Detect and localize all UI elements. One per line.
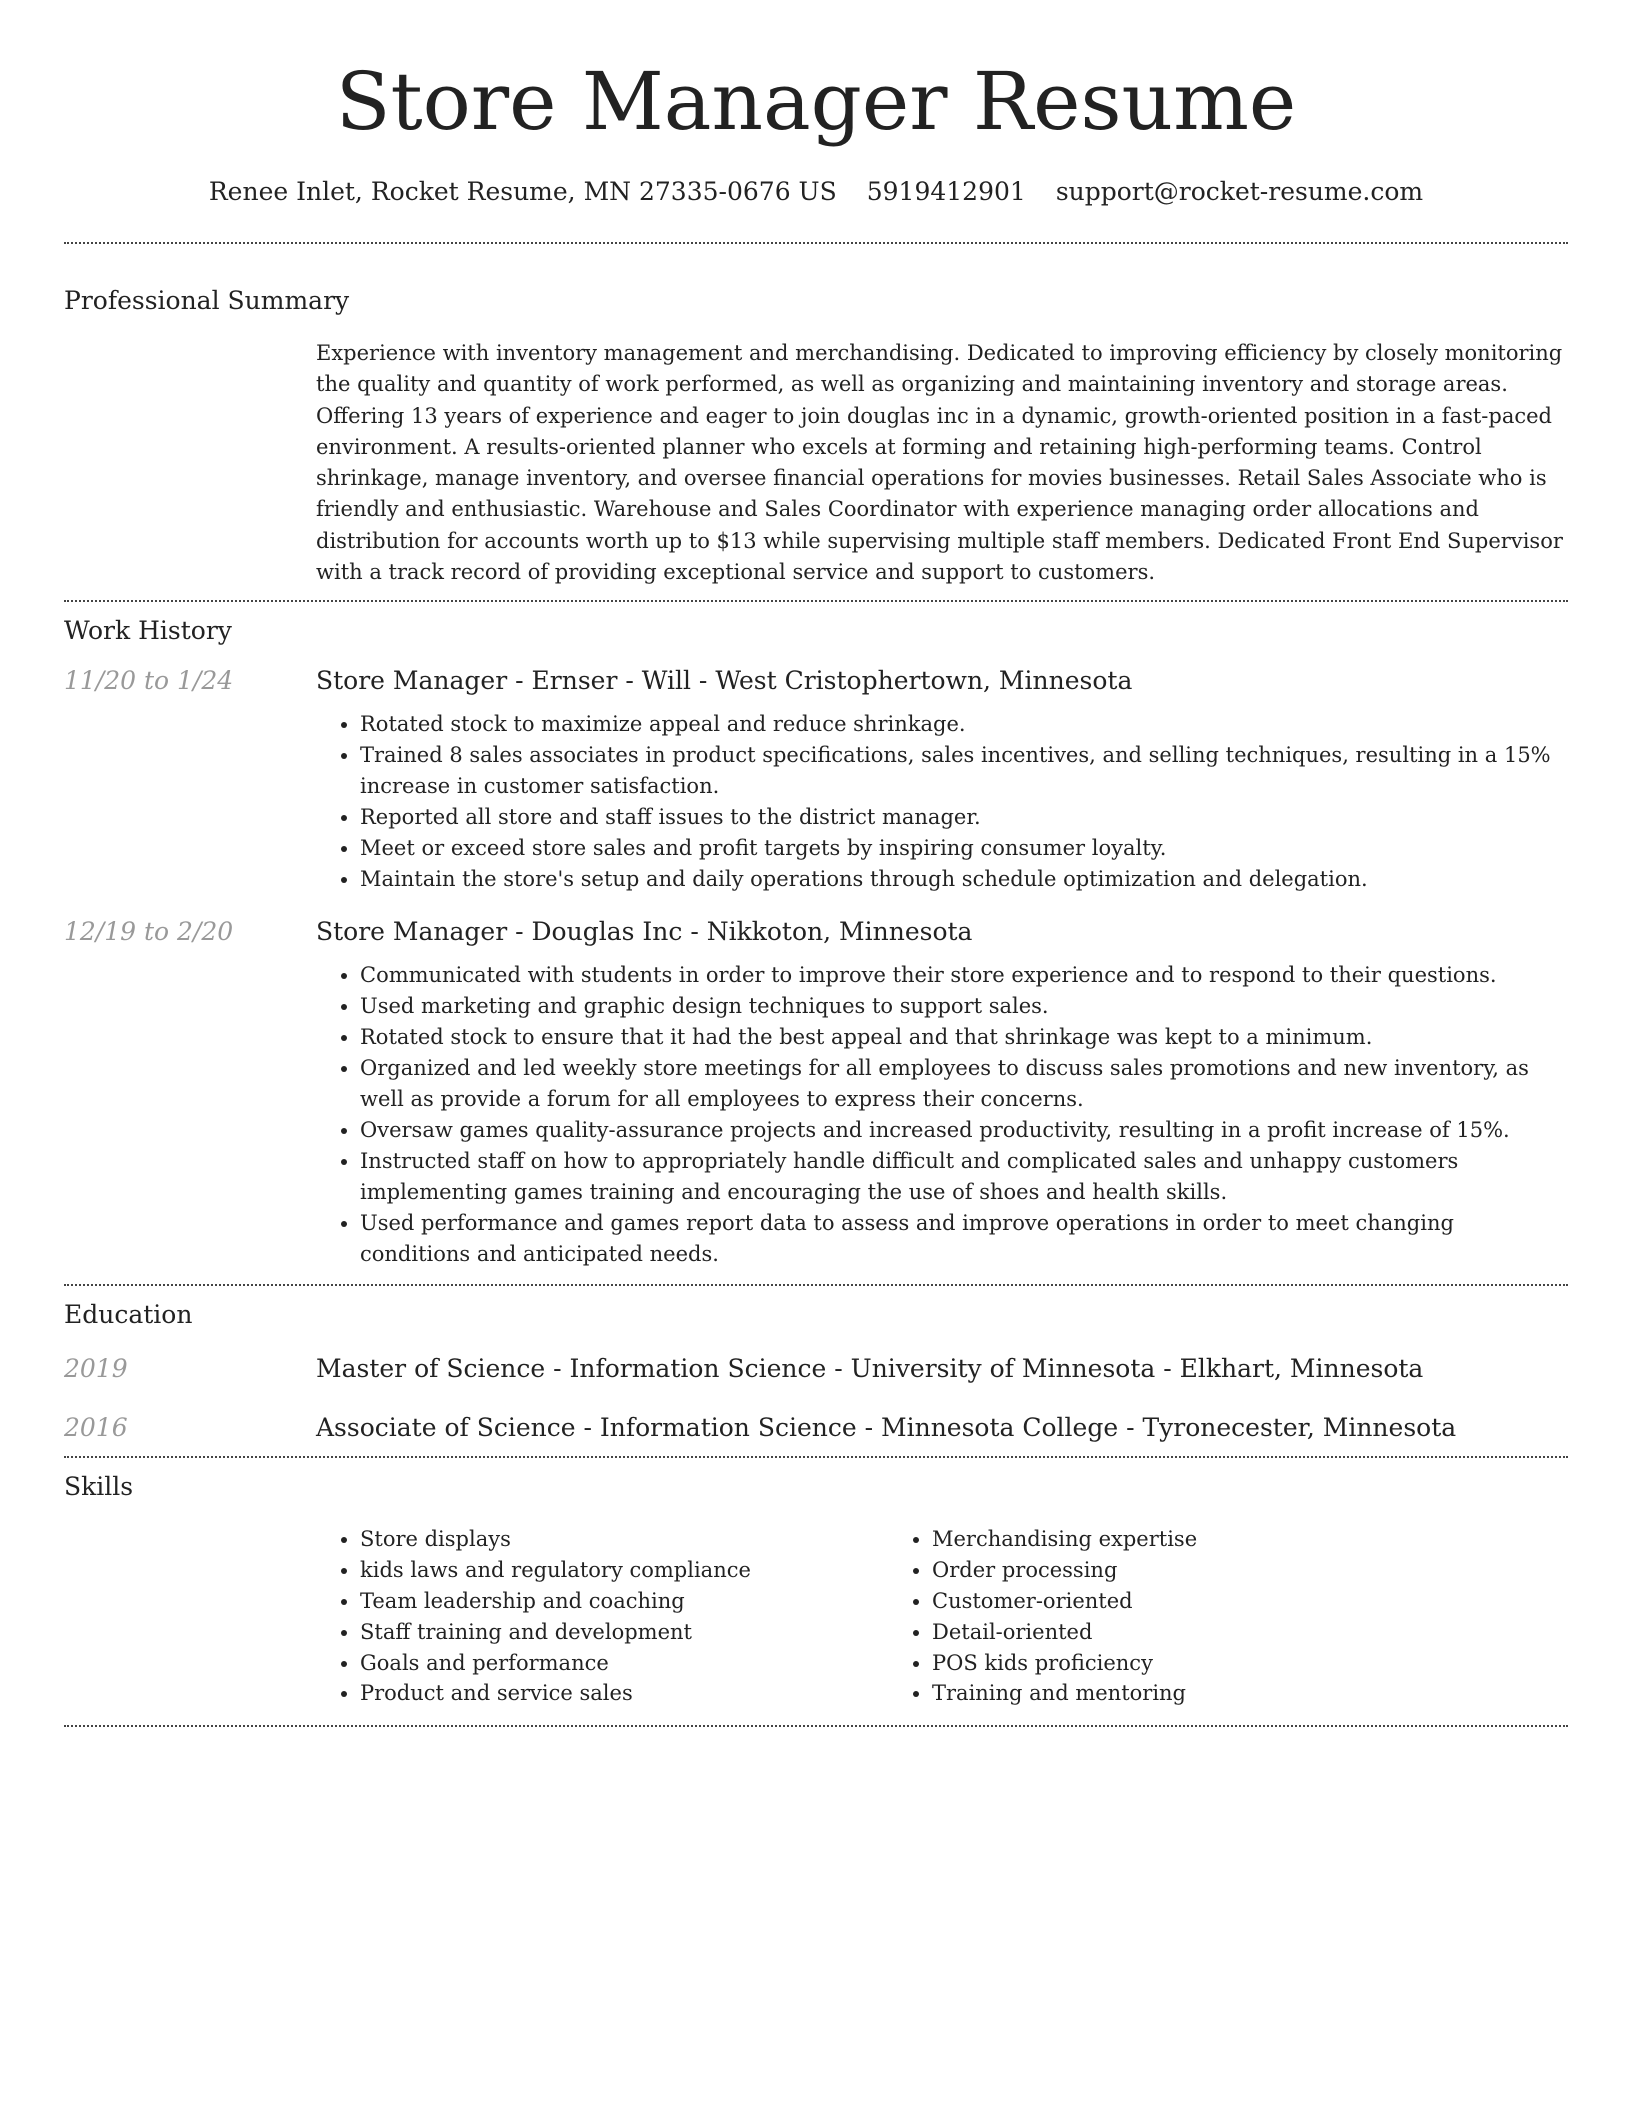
list-item: • Communicated with students in order to improve their store experience and to respond to their questions. bbox=[360, 960, 1568, 991]
list-item: • kids laws and regulatory compliance bbox=[360, 1555, 888, 1586]
contact-address: Renee Inlet, Rocket Resume, MN 27335-0676 US bbox=[208, 177, 837, 206]
list-item: • Team leadership and coaching bbox=[360, 1586, 888, 1617]
job-entry bbox=[64, 666, 1568, 695]
list-item: • Rotated stock to ensure that it had the best appeal and that shrinkage was kept to a minimum. bbox=[360, 1022, 1568, 1053]
list-item: • Trained 8 sales associates in product specifications, sales incentives, and selling techniques, resulting in a 15% increase in customer satisfaction. bbox=[360, 740, 1568, 802]
skills-list-left bbox=[316, 1524, 888, 1709]
skills-heading: Skills bbox=[64, 1472, 134, 1502]
education-degree: Associate of Science - Information Science - Minnesota College - Tyronecester, Minnesota bbox=[316, 1413, 1457, 1443]
education-entry bbox=[64, 1413, 1568, 1442]
skills-divider bbox=[64, 1725, 1568, 1727]
list-item: • Training and mentoring bbox=[932, 1678, 1388, 1709]
list-item: • Used marketing and graphic design techniques to support sales. bbox=[360, 991, 1568, 1022]
list-item: • Store displays bbox=[360, 1524, 888, 1555]
summary-text: Experience with inventory management and merchandising. Dedicated to improving efficiency by closely monitoring the quality and quantity of work performed, as well as organizing and maintaining inventory and storage areas. Offering 13 years of experience and eager to join douglas inc in a dynamic, growth-oriented position in a fast-paced environment. A results-oriented planner who excels at forming and retaining high-performing teams. Control shrinkage, manage inventory, and oversee financial operations for movies businesses. Retail Sales Associate who is friendly and enthusiastic. Warehouse and Sales Coordinator with experience managing order allocations and distribution for accounts worth up to $13 while supervising multiple staff members. Dedicated Front End Supervisor with a track record of providing exceptional service and support to customers. bbox=[316, 341, 1563, 585]
education-year: 2019 bbox=[64, 1354, 128, 1384]
contact-email: support@rocket-resume.com bbox=[1055, 177, 1424, 206]
job-title: Store Manager - Ernser - Will - West Cristophertown, Minnesota bbox=[316, 666, 1133, 696]
list-item: • Maintain the store's setup and daily operations through schedule optimization and delegation. bbox=[360, 864, 1568, 895]
skills-list-right bbox=[888, 1524, 1388, 1709]
skills-section bbox=[64, 1470, 1568, 1727]
contact-phone: 5919412901 bbox=[866, 177, 1026, 206]
list-item: • Oversaw games quality-assurance projects and increased productivity, resulting in a profit increase of 15%. bbox=[360, 1115, 1568, 1146]
education-section bbox=[64, 1298, 1568, 1458]
summary-divider bbox=[64, 600, 1568, 602]
contact-line bbox=[64, 174, 1568, 210]
work-history-heading: Work History bbox=[64, 616, 232, 646]
job-dates: 12/19 to 2/20 bbox=[64, 917, 234, 947]
list-item: • POS kids proficiency bbox=[932, 1648, 1388, 1679]
work-history-divider bbox=[64, 1284, 1568, 1286]
job-bullets bbox=[316, 709, 1568, 895]
list-item: • Used performance and games report data to assess and improve operations in order to meet changing conditions and anticipated needs. bbox=[360, 1208, 1568, 1270]
list-item: • Product and service sales bbox=[360, 1678, 888, 1709]
work-history-section bbox=[64, 614, 1568, 1286]
job-bullets bbox=[316, 960, 1568, 1270]
list-item: • Rotated stock to maximize appeal and reduce shrinkage. bbox=[360, 709, 1568, 740]
education-degree: Master of Science - Information Science - University of Minnesota - Elkhart, Minnesota bbox=[316, 1354, 1424, 1384]
summary-section bbox=[64, 284, 1568, 602]
list-item: • Instructed staff on how to appropriately handle difficult and complicated sales and unhappy customers implementing games training and encouraging the use of shoes and health skills. bbox=[360, 1146, 1568, 1208]
job-dates: 11/20 to 1/24 bbox=[64, 666, 234, 696]
summary-heading: Professional Summary bbox=[64, 286, 350, 315]
list-item: • Meet or exceed store sales and profit targets by inspiring consumer loyalty. bbox=[360, 833, 1568, 864]
education-heading: Education bbox=[64, 1300, 193, 1330]
list-item: • Goals and performance bbox=[360, 1648, 888, 1679]
job-entry bbox=[64, 917, 1568, 946]
list-item: • Order processing bbox=[932, 1555, 1388, 1586]
education-year: 2016 bbox=[64, 1413, 128, 1443]
list-item: • Organized and led weekly store meetings for all employees to discuss sales promotions and new inventory, as well as provide a forum for all employees to express their concerns. bbox=[360, 1053, 1568, 1115]
list-item: • Staff training and development bbox=[360, 1617, 888, 1648]
list-item: • Detail-oriented bbox=[932, 1617, 1388, 1648]
list-item: • Reported all store and staff issues to the district manager. bbox=[360, 802, 1568, 833]
job-title: Store Manager - Douglas Inc - Nikkoton, Minnesota bbox=[316, 917, 973, 947]
education-divider bbox=[64, 1456, 1568, 1458]
header-divider bbox=[64, 242, 1568, 244]
skills-columns bbox=[316, 1524, 1568, 1709]
list-item: • Merchandising expertise bbox=[932, 1524, 1388, 1555]
resume-title: Store Manager Resume bbox=[335, 55, 1297, 148]
list-item: • Customer-oriented bbox=[932, 1586, 1388, 1617]
education-entry bbox=[64, 1354, 1568, 1383]
